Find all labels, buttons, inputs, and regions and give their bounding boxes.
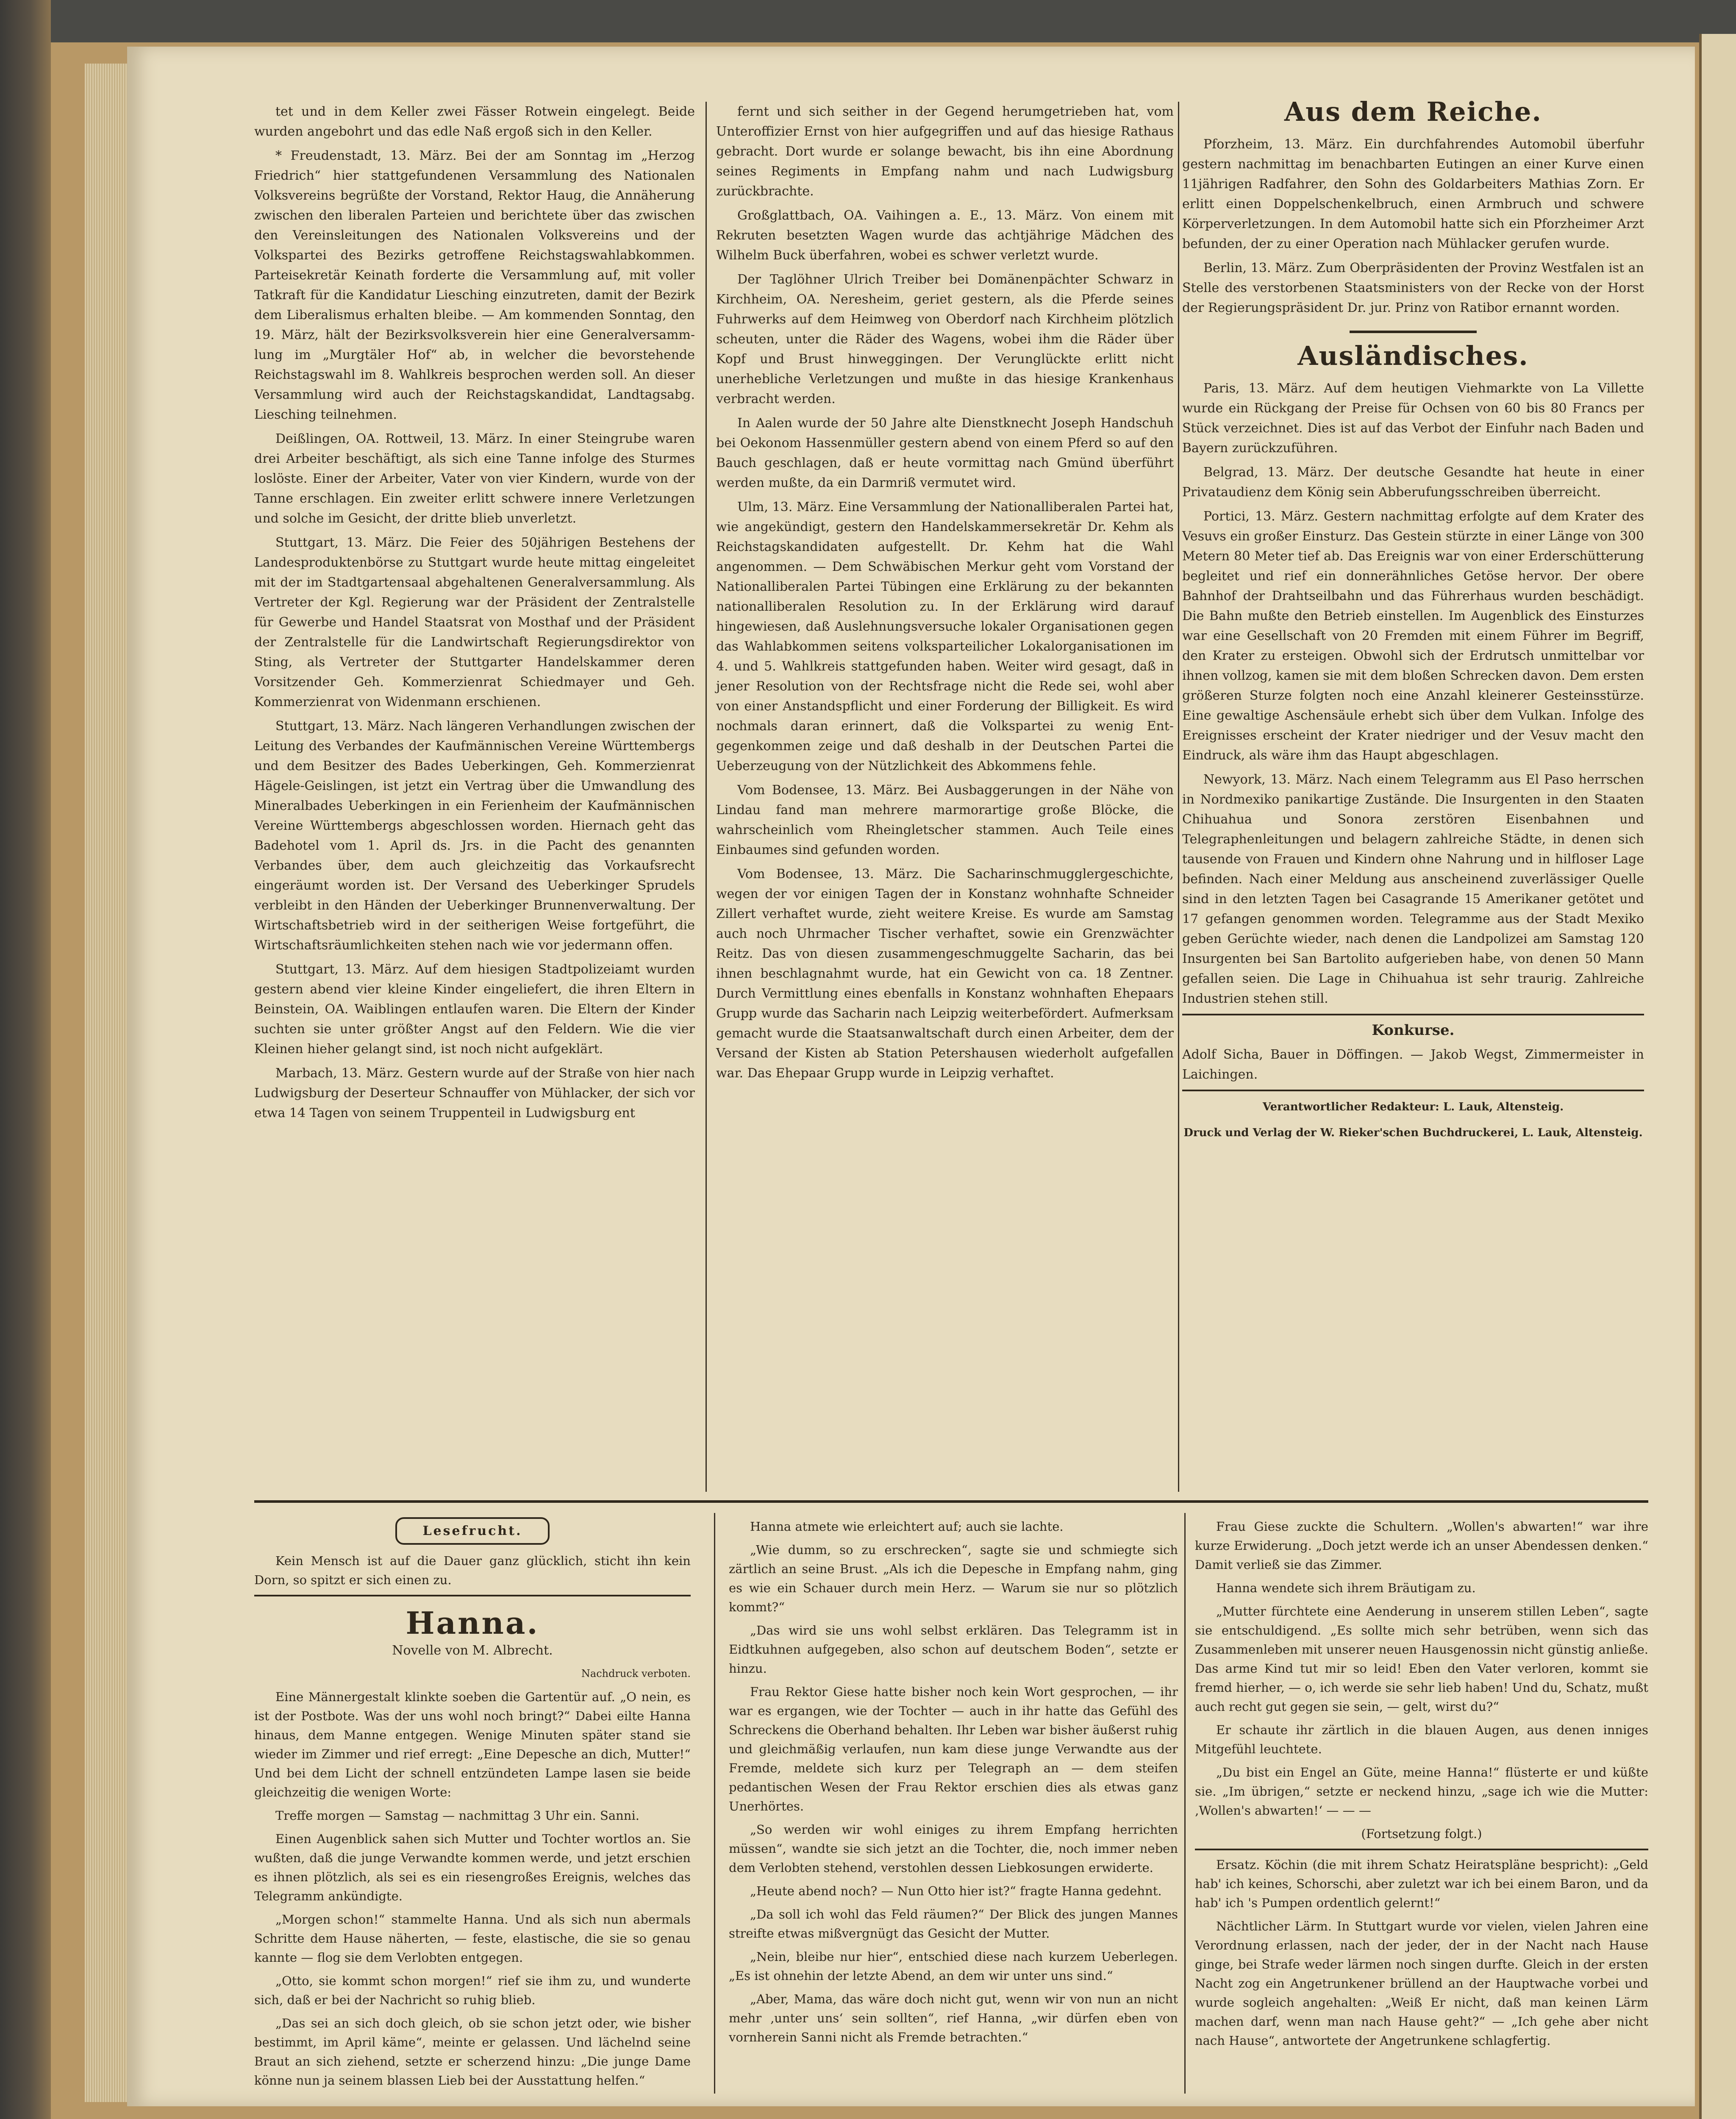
- divider: [1182, 1014, 1644, 1015]
- story-paragraph: „Das sei an sich doch gleich, ob sie schon jetzt oder, wie bisher bestimmt, im April käme“, meinte er gelassen. Und lächelnd seine Braut an sich ziehend, setzte er scherzend hinzu: „Die junge Dame könne nun ja seinem blassen Lieb bei der Ausstattung helfen.“: [254, 2016, 691, 2088]
- feuilleton-divider: [254, 1500, 1648, 1503]
- news-article: Marbach, 13. März. Gestern wurde auf der Straße von hier nach Ludwigsburg der Deserteur Schnauffer von Mühlacker, der sich vor etwa 14 Tagen von seinem Truppenteil in Ludwigsburg ent: [254, 1066, 695, 1121]
- news-article: Stuttgart, 13. März. Auf dem hiesigen Stadtpolizeiamt wurden gestern abend vier kleine Kinder eingeliefert, die ihren Eltern in Beinstein, OA. Waiblingen entlaufen waren. Die Eltern der Kinder suchten sie unter größter Angst auf den Feldern. Wie die vier Kleinen hieher gelangt sind, ist noch nicht aufgeklärt.: [254, 962, 695, 1057]
- news-article: Ulm, 13. März. Eine Versammlung der Nationalliberalen Partei hat, wie angekündigt, gestern den Handelskammersekretär Dr. Kehm als Reichstagskandidaten aufgestellt. Dr. Kehm hat die Wahl angenommen. — Dem Schwäbischen Merkur geht vom Vorstand der Nationalliberalen Partei Tübingen eine Erklärung zu der bekannten nationalliberalen Resolution zu. In der Erklärung wird darauf hingewiesen, daß Auslehnungsversuche lokaler Organisationen gegen das Wahlabkommen seitens volksparteilicher Lokalorganisationen im 4. und 5. Wahlkreis stattgefunden haben. Weiter wird gesagt, daß in jener Resolution von der Rechtsfrage nicht die Rede sei, wohl aber von einer Anstandspflicht und einer Forderung der Billigkeit. Es wird nochmals daran erinnert, daß die Volkspartei zu wenig Entgegenkommen zeige und daß deshalb in der Deutschen Partei die Ueberzeugung von der Nützlichkeit des Abkommens fehle.: [716, 500, 1174, 773]
- story-paragraph: „Wie dumm, so zu erschrecken“, sagte sie und schmiegte sich zärtlich an seine Brust. „Als ich die Depesche in Empfang nahm, ging es wie ein Schauer durch mein Herz. — Warum sie nur so plötzlich kommt?“: [729, 1543, 1178, 1614]
- anecdote: Ersatz. Köchin (die mit ihrem Schatz Heiratspläne bespricht): „Geld hab' ich keines, Schorschi, aber zuletzt war ich bei einem Baron, und da hab' ich 's Pumpen ordentlich gelernt!“: [1195, 1858, 1648, 1910]
- news-column-3: [1182, 96, 1644, 1143]
- divider: [1195, 1849, 1648, 1850]
- facing-page-edge: [1699, 34, 1736, 2119]
- imprint-editor: Verantwortlicher Redakteur: L. Lauk, Altensteig.: [1262, 1101, 1564, 1113]
- story-paragraph: „Morgen schon!“ stammelte Hanna. Und als sich nun abermals Schritte dem Hause näherten, — feste, elastische, die sie so genau kannte — flog sie dem Verlobten entgegen.: [254, 1912, 691, 1965]
- reprint-note: Nachdruck verboten.: [581, 1668, 691, 1680]
- anecdote: Nächtlicher Lärm. In Stuttgart wurde vor vielen, vielen Jahren eine Verordnung erlassen, nach der jeder, der in der Nacht nach Hause ginge, bei Strafe weder lärmen noch singen durfte. Gleich in der ersten Nacht zog ein Angetrunkener brüllend an der Hauptwache vorbei und wurde sogleich angehalten: „Weiß Er nicht, daß man keinen Lärm machen darf, wenn man nach Hause geht?“ — „Ich gehe aber nicht nach Hause“, antwortete der Angetrunkene schlagfertig.: [1195, 1919, 1648, 2048]
- book-spine-left: [0, 0, 51, 2119]
- column-rule: [1184, 1513, 1186, 2094]
- news-column-2: [716, 102, 1174, 1087]
- story-paragraph: Frau Giese zuckte die Schultern. „Wollen's abwarten!“ war ihre kurze Erwiderung. „Doch jetzt werde ich an unser Abendessen denken.“ Damit verließ sie das Zimmer.: [1195, 1519, 1648, 1572]
- news-article: Deißlingen, OA. Rottweil, 13. März. In einer Steingrube waren drei Arbeiter beschäftigt, als sich eine Tanne infolge des Sturmes loslöste. Einer der Arbeiter, Vater von vier Kindern, wurde von der Tanne erschlagen. Ein zweiter erlitt schwere innere Verletzungen und solche im Gesicht, der dritte blieb unverletzt.: [254, 431, 695, 526]
- news-article: Vom Bodensee, 13. März. Bei Ausbaggerungen in der Nähe von Lindau fand man mehrere marmorartige große Blöcke, die wahrscheinlich vom Rheingletscher stammen. Auch Teile eines Einbaumes sind gefunden worden.: [716, 783, 1174, 857]
- story-paragraph: Treffe morgen — Samstag — nachmittag 3 Uhr ein. Sanni.: [275, 1808, 639, 1823]
- news-article: Großglattbach, OA. Vaihingen a. E., 13. März. Von einem mit Rekruten besetzten Wagen wurde das achtjährige Mädchen des Wilhelm Buck überfahren, wobei es schwer verletzt wurde.: [716, 208, 1174, 263]
- news-article: Pforzheim, 13. März. Ein durchfahrendes Automobil überfuhr gestern nachmittag im benachbarten Eutingen an einer Kurve einen 11jährigen Radfahrer, den Sohn des Goldarbeiters Mathias Zorn. Er erlitt einen Doppelschenkelbruch, einen Armbruch und schwere Körperverletzungen. In dem Automobil hatte sich ein Pforzheimer Arzt befunden, der zu einer Operation nach Mühlacker gerufen wurde.: [1182, 137, 1644, 251]
- story-paragraph: „Du bist ein Engel an Güte, meine Hanna!“ flüsterte er und küßte sie. „Im übrigen,“ setzte er neckend hinzu, „sage ich wie die Mutter: ‚Wollen's abwarten!‘ — — —: [1195, 1765, 1648, 1818]
- news-article: * Freudenstadt, 13. März. Bei der am Sonntag im „Herzog Friedrich“ hier stattgefundenen Versammlung des Nationalen Volksvereins begrüßte der Vorstand, Rektor Haug, die Annäherung zwischen den liberalen Parteien und berichtete über das zwischen den Vereinsleitungen des Nationalen Volksvereins und der Volkspartei des Bezirks getroffene Reichstagswahlabkommen. Parteisekretär Keinath forderte die Versammlung auf, mit voller Tatkraft für die Kandidatur Liesching einzutreten, damit der Bezirk dem Liberalismus erhalten bleibe. — Am kommenden Sonntag, den 19. März, hält der Bezirksvolksverein hier eine Generalversammlung im „Murgtäler Hof“ ab, in welcher die bevorstehende Reichstagswahl im 8. Wahlkreis besprochen werden soll. An dieser Versammlung wird auch der Reichstagskandidat, Landtagsabg. Liesching teilnehmen.: [254, 148, 695, 422]
- news-article: tet und in dem Keller zwei Fässer Rotwein eingelegt. Beide wurden angebohrt und das edle Naß ergoß sich in den Keller.: [254, 104, 695, 139]
- story-paragraph: „Aber, Mama, das wäre doch nicht gut, wenn wir von nun an nicht mehr ‚unter uns‘ sein sollten“, rief Hanna, „wir dürfen eben von vornherein Sanni nicht als Fremde betrachten.“: [729, 1992, 1178, 2044]
- story-paragraph: „Otto, sie kommt schon morgen!“ rief sie ihm zu, und wunderte sich, daß er bei der Nachricht so ruhig blieb.: [254, 1974, 691, 2007]
- story-paragraph: Eine Männergestalt klinkte soeben die Gartentür auf. „O nein, es ist der Postbote. Was der uns wohl noch bringt?“ Dabei eilte Hanna hinaus, dem Manne entgegen. Wenige Minuten später stand sie wieder im Zimmer und rief erregt: „Eine Depesche an dich, Mutter!“ Und bei dem Licht der schnell entzündeten Lampe lasen sie beide gleichzeitig die wenigen Worte:: [254, 1690, 691, 1799]
- feuilleton-column-2: [729, 1517, 1178, 2051]
- story-paragraph: „Das wird sie uns wohl selbst erklären. Das Telegramm ist in Eidtkuhnen aufgegeben, also schon auf deutschem Boden“, setzte er hinzu.: [729, 1623, 1178, 1676]
- story-paragraph: Hanna atmete wie erleichtert auf; auch sie lachte.: [750, 1519, 1064, 1534]
- section-heading-reich: Aus dem Reiche.: [1284, 96, 1542, 127]
- news-article: Der Taglöhner Ulrich Treiber bei Domänenpächter Schwarz in Kirchheim, OA. Neresheim, geriet gestern, als die Pferde seines Fuhrwerks auf dem Heimweg von Oberdorf nach Kirchheim plötzlich scheuten, unter die Räder des Wagens, wobei ihm die Räder über Kopf und Brust hinweggingen. Der Verunglückte erlitt nicht unerhebliche Verletzungen und mußte in das hiesige Krankenhaus verbracht werden.: [716, 272, 1174, 406]
- story-paragraph: „Da soll ich wohl das Feld räumen?“ Der Blick des jungen Mannes streifte etwas mißvergnügt das Gesicht der Mutter.: [729, 1907, 1178, 1941]
- news-article: Vom Bodensee, 13. März. Die Sacharinschmugglergeschichte, wegen der vor einigen Tagen der in Konstanz wohnhafte Schneider Zillert verhaftet wurde, zieht weitere Kreise. Es wurde am Samstag auch noch Uhrmacher Tischer verhaftet, sowie ein Grenzwächter Reitz. Das von diesen zusammengeschmuggelte Sacharin, das bei ihnen beschlagnahmt wurde, hat ein Gewicht von ca. 18 Zentner. Durch Vermittlung eines ebenfalls in Konstanz wohnhaften Ehepaars Grupp wurde das Sacharin nach Leipzig weiterbefördert. Aufmerksam gemacht wurde die Staatsanwaltschaft durch einen Arbeiter, dem der Versand der Kisten ab Station Petershausen wiederholt aufgefallen war. Das Ehepaar Grupp wurde in Leipzig verhaftet.: [716, 867, 1174, 1081]
- news-article: Stuttgart, 13. März. Nach längeren Verhandlungen zwischen der Leitung des Verbandes der Kaufmännischen Vereine Württembergs und dem Besitzer des Bades Ueberkingen, Geh. Kommerzienrat Hägele-Geislingen, ist jetzt ein Vertrag über die Umwandlung des Mineralbades Ueberkingen in ein Ferienheim der Kaufmännischen Vereine Württembergs abgeschlossen worden. Hiernach geht das Badehotel vom 1. April ds. Jrs. in die Pacht des genannten Verbandes über, dem auch gleichzeitig das Vorkaufsrecht eingeräumt worden ist. Der Versand des Ueberkinger Sprudels verbleibt in den Händen der Ueberkinger Brunnenverwaltung. Der Wirtschaftsbetrieb wird in der seitherigen Weise fortgeführt, die Wirtschaftsräumlichkeiten stehen nach wie vor jedermann offen.: [254, 719, 695, 953]
- lesefrucht-badge: Lesefrucht.: [395, 1517, 549, 1545]
- news-article: Newyork, 13. März. Nach einem Telegramm aus El Paso herrschen in Nordmexiko panikartige Zustände. Die Insurgenten in den Staaten Chihuahua und Sonora zerstören Eisenbahnen und Telegraphenleitungen und belagern zahlreiche Städte, in denen sich tausende von Frauen und Kindern ohne Nahrung und in hilfloser Lage befinden. Nach einer Meldung aus anscheinend zuverlässiger Quelle sind in den letzten Tagen bei Casagrande 15 Amerikaner getötet und 17 gefangen genommen worden. Telegramme aus der Stadt Mexiko geben Gerüchte wieder, nach denen die Landpolizei am Samstag 120 Insurgenten bei San Bartolito aufgerieben habe, von denen 50 Mann gefallen seien. Die Lage in Chihuahua ist sehr traurig. Zahlreiche Industrien stehen still.: [1182, 772, 1644, 1006]
- column-rule: [706, 102, 707, 1492]
- section-divider: [1350, 331, 1477, 333]
- story-paragraph: „Heute abend noch? — Nun Otto hier ist?“ fragte Hanna gedehnt.: [750, 1884, 1162, 1898]
- motto: Kein Mensch ist auf die Dauer ganz glücklich, sticht ihn kein Dorn, so spitzt er sich einen zu.: [254, 1554, 691, 1587]
- novel-author: Novelle von M. Albrecht.: [392, 1643, 553, 1658]
- news-article: In Aalen wurde der 50 Jahre alte Dienstknecht Joseph Handschuh bei Oekonom Hassenmüller gestern abend von einem Pferd so auf den Bauch geschlagen, daß er heute vormittag nach Gmünd überführt werden mußte, da ein Darmriß vermutet wird.: [716, 416, 1174, 490]
- news-article: Paris, 13. März. Auf dem heutigen Viehmarkte von La Villette wurde ein Rückgang der Preise für Ochsen von 60 bis 80 Francs per Stück verzeichnet. Dies ist auf das Verbot der Einfuhr nach Baden und Bayern zurückzuführen.: [1182, 381, 1644, 456]
- story-paragraph: Hanna wendete sich ihrem Bräutigam zu.: [1216, 1581, 1476, 1595]
- divider: [254, 1595, 691, 1596]
- feuilleton-column-3: [1195, 1517, 1648, 2055]
- konkurse-text: Adolf Sicha, Bauer in Döffingen. — Jakob Wegst, Zimmermeister in Laichingen.: [1182, 1047, 1644, 1082]
- story-paragraph: „Mutter fürchtete eine Aenderung in unserem stillen Leben“, sagte sie entschuldigend. „Es sollte mich sehr betrüben, wenn sich das Zusammenleben mit unserer neuen Hausgenossin nicht günstig anließe. Das arme Kind tut mir so leid! Eben den Vater verloren, kommt sie fremd hierher, — o, ich werde sie sehr lieb haben! Und du, Schatz, mußt auch recht gut gegen sie sein, — gelt, wirst du?“: [1195, 1604, 1648, 1714]
- story-paragraph: „Nein, bleibe nur hier“, entschied diese nach kurzem Ueberlegen. „Es ist ohnehin der letzte Abend, an dem wir unter uns sind.“: [729, 1949, 1178, 1983]
- news-article: Stuttgart, 13. März. Die Feier des 50jährigen Bestehens der Landesproduktenbörse zu Stuttgart wurde heute mittag eingeleitet mit der im Stadtgartensaal abgehaltenen Generalversammlung. Als Vertreter der Kgl. Regierung war der Präsident der Zentralstelle für Gewerbe und Handel Staatsrat von Mosthaf und der Präsident der Zentralstelle für die Landwirtschaft Regierungsdirektor von Sting, als Vertreter der Stuttgarter Handelskammer deren Vorsitzender Geh. Kommerzienrat Schiedmayer und Geh. Kommerzienrat von Widenmann erschienen.: [254, 535, 695, 709]
- news-article: fernt und sich seither in der Gegend herumgetrieben hat, vom Unteroffizier Ernst von hier aufgegriffen und auf das hiesige Rathaus gebracht. Dort wurde er solange bewacht, bis ihn eine Abordnung seines Regiments in Empfang nahm und nach Ludwigsburg zurückbrachte.: [716, 104, 1174, 199]
- news-article: Belgrad, 13. März. Der deutsche Gesandte hat heute in einer Privataudienz dem König sein Abberufungsschreiben überreicht.: [1182, 465, 1644, 500]
- story-paragraph: Er schaute ihr zärtlich in die blauen Augen, aus denen inniges Mitgefühl leuchtete.: [1195, 1723, 1648, 1756]
- section-heading-ausland: Ausländisches.: [1297, 340, 1529, 371]
- novel-title: Hanna.: [406, 1605, 539, 1641]
- continued-note: (Fortsetzung folgt.): [1361, 1827, 1482, 1841]
- story-paragraph: Frau Rektor Giese hatte bisher noch kein Wort gesprochen, — ihr war es ergangen, wie der Tochter — auch in ihr hatte das Gefühl des Schreckens die Oberhand behalten. Ihr Leben war bisher äußerst ruhig und gleichmäßig verlaufen, nun kam diese junge Verwandte aus der Fremde, meldete sich kurz per Telegraph an — dem steifen pedantischen Wesen der Frau Rektor erschien dies als etwas ganz Unerhörtes.: [729, 1685, 1178, 1813]
- konkurse-block: [1182, 1014, 1644, 1143]
- page-stack-edge: [85, 64, 127, 2102]
- column-rule: [714, 1513, 715, 2094]
- news-column-1: [254, 102, 695, 1127]
- column-rule: [1178, 102, 1179, 1492]
- news-article: Berlin, 13. März. Zum Oberpräsidenten der Provinz Westfalen ist an Stelle des verstorbenen Staatsministers von der Recke von der Horst der Regierungspräsident Dr. jur. Prinz von Ratibor ernannt worden.: [1182, 261, 1644, 315]
- divider: [1182, 1090, 1644, 1091]
- story-paragraph: „So werden wir wohl einiges zu ihrem Empfang herrichten müssen“, wandte sie sich jetzt an die Tochter, die, noch immer neben dem Verlobten stehend, verstohlen dessen Liebkosungen erwiderte.: [729, 1822, 1178, 1875]
- feuilleton-column-1: [254, 1517, 691, 2094]
- imprint-printer: Druck und Verlag der W. Rieker'schen Buchdruckerei, L. Lauk, Altensteig.: [1183, 1126, 1643, 1139]
- story-paragraph: Einen Augenblick sahen sich Mutter und Tochter wortlos an. Sie wußten, daß die junge Verwandte kommen werde, und jetzt erschien es ihnen plötzlich, als sei es ein riesengroßes Ereignis, welches das Telegramm ankündigte.: [254, 1832, 691, 1903]
- news-article: Portici, 13. März. Gestern nachmittag erfolgte auf dem Krater des Vesuvs ein großer Einsturz. Das Gestein stürzte in einer Länge von 300 Metern 80 Meter tief ab. Das Ereignis war von einer Erderschütterung begleitet und rief ein donnerähnliches Getöse hervor. Der obere Bahnhof der Drahtseilbahn und das Führerhaus wurden beschädigt. Die Bahn mußte den Betrieb einstellen. Im Augenblick des Einsturzes war eine Gesellschaft von 20 Fremden mit einem Führer im Begriff, den Krater zu ersteigen. Obwohl sich der Erdrutsch unmittelbar vor ihnen vollzog, kamen sie mit dem bloßen Schrecken davon. Dem ersten größeren Sturze folgten noch eine Anzahl kleinerer Gesteinsstürze. Eine gewaltige Aschensäule erhebt sich über dem Vulkan. Infolge des Ereignisses erscheint der Krater niedriger und der Vesuv macht den Eindruck, als wäre ihm das Haupt abgeschlagen.: [1182, 509, 1644, 763]
- konkurse-heading: Konkurse.: [1372, 1022, 1455, 1039]
